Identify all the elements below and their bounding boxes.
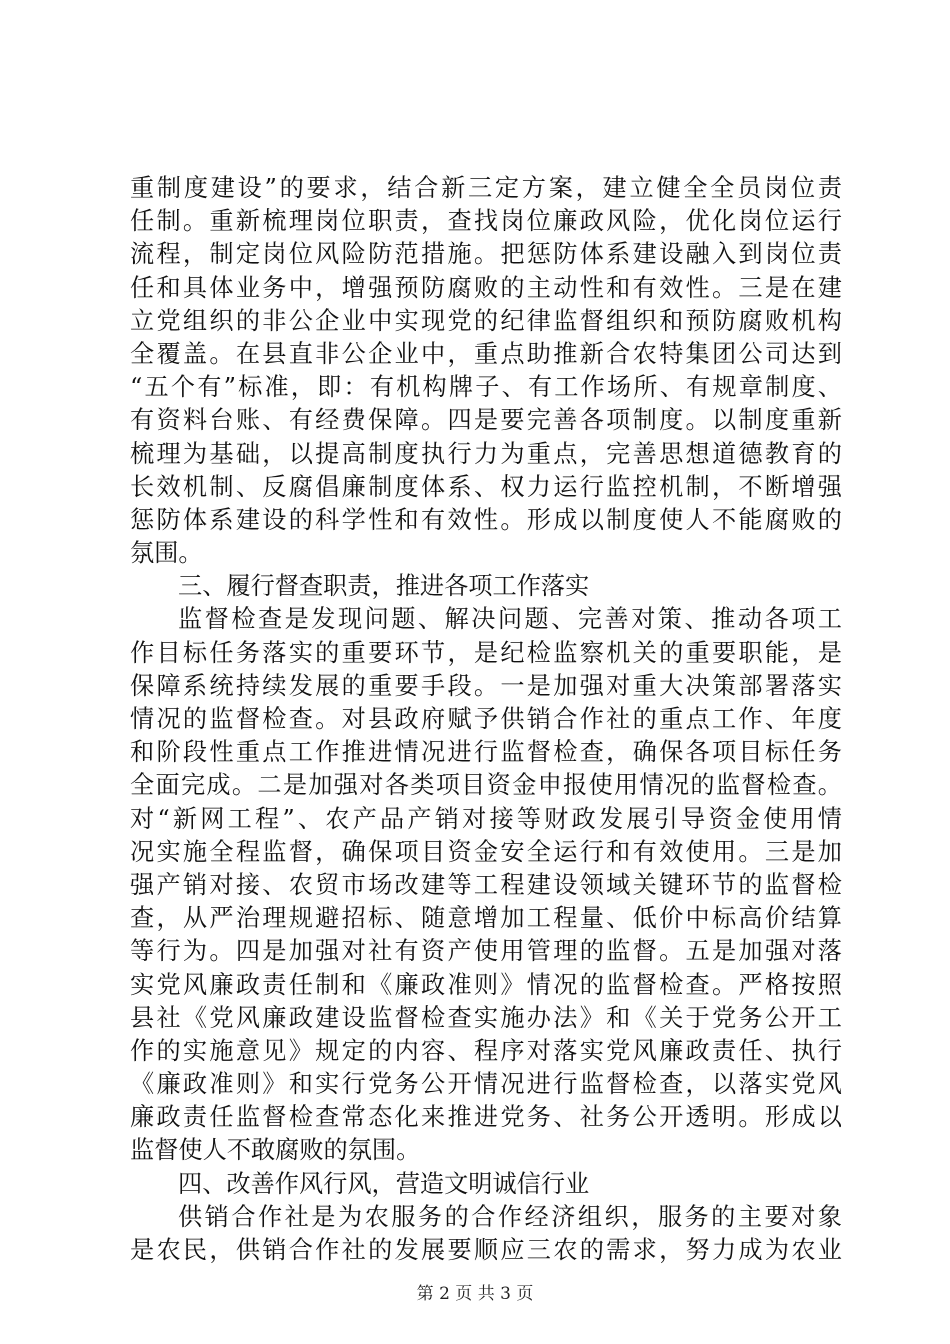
section-heading: 三、履行督查职责，推进各项工作落实 [178, 572, 590, 601]
body-text [130, 172, 842, 1267]
text-line: 况实施全程监督，确保项目资金安全运行和有效使用。三是加 [130, 837, 842, 866]
text-line: 任和具体业务中，增强预防腐败的主动性和有效性。三是在建 [130, 273, 842, 302]
text-line: 和阶段性重点工作推进情况进行监督检查，确保各项目标任务 [130, 738, 842, 767]
text-line: 等行为。四是加强对社有资产使用管理的监督。五是加强对落 [130, 937, 842, 966]
text-line: 惩防体系建设的科学性和有效性。形成以制度使人不能腐败的 [130, 505, 842, 534]
text-line: 廉政责任监督检查常态化来推进党务、社务公开透明。形成以 [130, 1103, 842, 1132]
text-line: 长效机制、反腐倡廉制度体系、权力运行监控机制，不断增强 [130, 472, 842, 501]
text-line: 监督使人不敢腐败的氛围。 [130, 1136, 421, 1165]
text-line: 《廉政准则》和实行党务公开情况进行监督检查，以落实党风 [130, 1070, 842, 1099]
text-line: 任制。重新梳理岗位职责，查找岗位廉政风险，优化岗位运行 [130, 207, 842, 236]
text-line: 县社《党风廉政建设监督检查实施办法》和《关于党务公开工 [130, 1003, 842, 1032]
section-heading: 四、改善作风行风，营造文明诚信行业 [178, 1169, 590, 1198]
text-line: 全覆盖。在县直非公企业中，重点助推新合农特集团公司达到 [130, 339, 842, 368]
page-number-footer: 第 2 页 共 3 页 [416, 1284, 534, 1304]
text-line: 梳理为基础，以提高制度执行力为重点，完善思想道德教育的 [130, 439, 842, 468]
text-line: 监督检查是发现问题、解决问题、完善对策、推动各项工 [178, 605, 842, 634]
text-line: 重制度建设”的要求，结合新三定方案，建立健全全员岗位责 [130, 174, 842, 202]
text-line: 氛围。 [130, 539, 203, 568]
text-line: 实党风廉政责任制和《廉政准则》情况的监督检查。严格按照 [130, 970, 842, 999]
text-line: 立党组织的非公企业中实现党的纪律监督组织和预防腐败机构 [130, 306, 842, 335]
text-line: 作的实施意见》规定的内容、程序对落实党风廉政责任、执行 [130, 1036, 842, 1065]
text-line: 情况的监督检查。对县政府赋予供销合作社的重点工作、年度 [130, 705, 842, 733]
text-line: 有资料台账、有经费保障。四是要完善各项制度。以制度重新 [130, 406, 842, 435]
text-line: 查，从严治理规避招标、随意增加工程量、低价中标高价结算 [130, 904, 842, 933]
text-line: 是农民，供销合作社的发展要顺应三农的需求，努力成为农业 [130, 1236, 842, 1264]
text-line: 流程，制定岗位风险防范措施。把惩防体系建设融入到岗位责 [130, 240, 842, 269]
text-line: 供销合作社是为农服务的合作经济组织，服务的主要对象 [178, 1202, 842, 1231]
text-line: 强产销对接、农贸市场改建等工程建设领域关键环节的监督检 [130, 870, 842, 899]
text-line: 作目标任务落实的重要环节，是纪检监察机关的重要职能，是 [130, 638, 842, 667]
text-line: 全面完成。二是加强对各类项目资金申报使用情况的监督检查。 [130, 771, 842, 800]
text-line: “五个有”标准，即：有机构牌子、有工作场所、有规章制度、 [130, 373, 842, 402]
text-line: 保障系统持续发展的重要手段。一是加强对重大决策部署落实 [130, 671, 842, 700]
text-line: 对“新网工程”、农产品产销对接等财政发展引导资金使用情 [130, 804, 842, 833]
